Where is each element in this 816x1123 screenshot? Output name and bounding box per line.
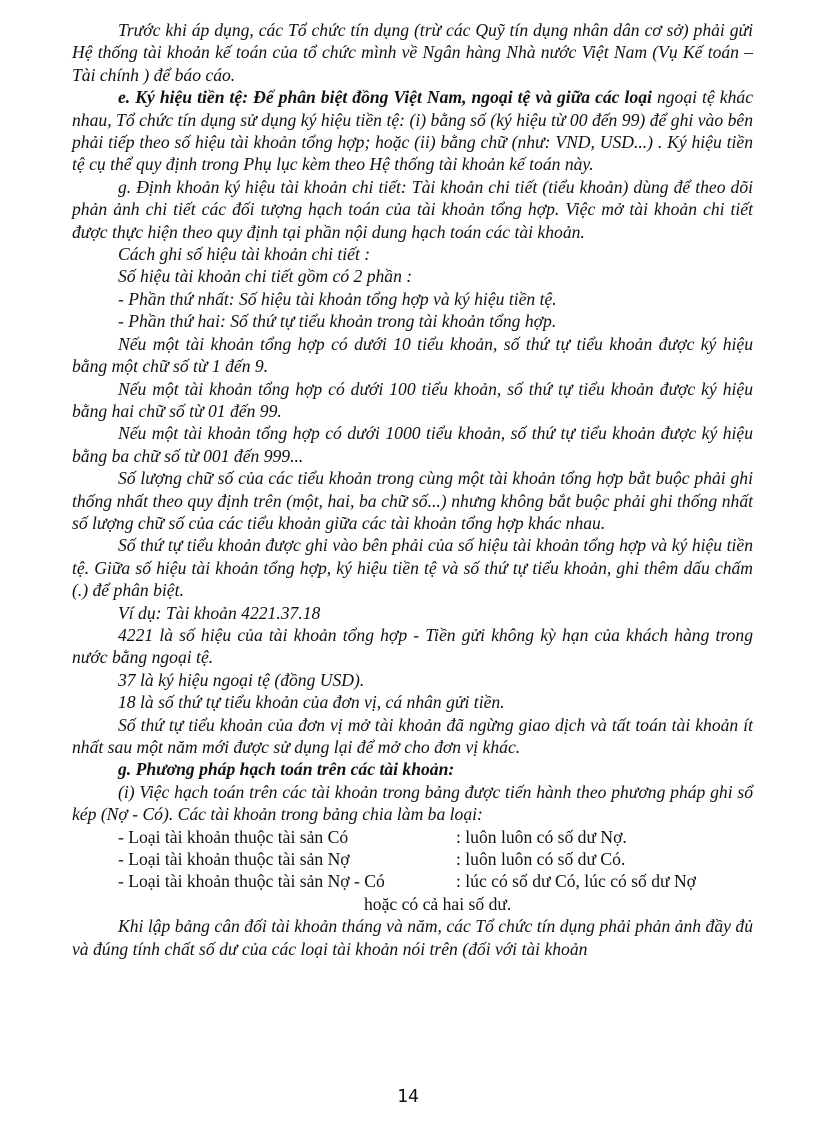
section-e — [72, 86, 753, 176]
example-37: 37 là ký hiệu ngoại tệ (đồng USD). — [118, 669, 365, 690]
account-type-balance: : luôn luôn có số dư Nợ. — [456, 826, 627, 847]
account-type-row — [72, 848, 753, 870]
paragraph-reuse-rule: Số thứ tự tiểu khoản của đơn vị mở tài khoản đã ngừng giao dịch và tất toán tài khoản ít nhất sau một năm mới được sử dụng lại để mở cho đơn vị khác. — [72, 714, 753, 757]
section-g-heading: g. Phương pháp hạch toán trên các tài khoản: — [118, 759, 455, 780]
paragraph-under-100: Nếu một tài khoản tổng hợp có dưới 100 tiểu khoản, số thứ tự tiểu khoản được ký hiệu bằng hai chữ số từ 01 đến 99. — [72, 378, 753, 421]
account-type-label: - Loại tài khoản thuộc tài sản Nợ — [118, 849, 350, 870]
paragraph-sub-account-order: Số thứ tự tiểu khoản được ghi vào bên phải của số hiệu tài khoản tổng hợp và ký hiệu tiền tệ. Giữa số hiệu tài khoản tổng hợp, ký hiệu tiền tệ và số thứ tự tiểu khoản, ghi thêm dấu chấm (.) để phân biệt. — [72, 535, 753, 601]
paragraph-under-10: Nếu một tài khoản tổng hợp có dưới 10 tiểu khoản, số thứ tự tiểu khoản được ký hiệu bằng một chữ số từ 1 đến 9. — [72, 333, 753, 377]
paragraph-under-1000: Nếu một tài khoản tổng hợp có dưới 1000 tiểu khoản, số thứ tự tiểu khoản được ký hiệu bằng ba chữ số từ 001 đến 999... — [72, 423, 753, 466]
example-4221: 4221 là số hiệu của tài khoản tổng hợp - Tiền gửi không kỳ hạn của khách hàng trong nước bằng ngoại tệ. — [72, 624, 753, 668]
paragraph-digit-count: Số lượng chữ số của các tiểu khoản trong cùng một tài khoản tổng hợp bắt buộc phải ghi thống nhất theo quy định trên (một, hai, ba chữ số...) nhưng không bắt buộc phải ghi thống nhất số lượng chữ số của các tiểu khoản giữa các tài khoản tổng hợp khác nhau. — [72, 468, 753, 533]
document-page — [72, 19, 753, 960]
example-18: 18 là số thứ tự tiểu khoản của đơn vị, cá nhân gửi tiền. — [118, 692, 505, 713]
account-type-label: - Loại tài khoản thuộc tài sản Nợ - Có — [118, 871, 385, 892]
section-e-heading: e. Ký hiệu tiền tệ: Để phân biệt đồng Việt Nam, ngoại tệ và giữa các loại — [118, 87, 652, 108]
example-heading: Ví dụ: Tài khoản 4221.37.18 — [118, 602, 321, 623]
account-type-balance: : luôn luôn có số dư Có. — [456, 849, 626, 870]
account-type-row — [72, 870, 753, 892]
list-item-part-one: - Phần thứ nhất: Số hiệu tài khoản tổng hợp và ký hiệu tiền tệ. — [118, 288, 557, 309]
account-type-label: - Loại tài khoản thuộc tài sản Có — [118, 826, 349, 847]
paragraph-two-parts: Số hiệu tài khoản chi tiết gồm có 2 phần : — [118, 266, 413, 287]
list-item-part-two: - Phần thứ hai: Số thứ tự tiểu khoản trong tài khoản tổng hợp. — [118, 311, 557, 332]
account-type-row — [72, 826, 753, 848]
paragraph-report-requirement: Trước khi áp dụng, các Tổ chức tín dụng (trừ các Quỹ tín dụng nhân dân cơ sở) phải gửi Hệ thống tài khoản kế toán của tổ chức mình về Ngân hàng Nhà nước Việt Nam (Vụ Kế toán – Tài chính ) để báo cáo. — [72, 20, 753, 85]
page-number: 14 — [397, 1086, 419, 1107]
account-type-balance: : lúc có số dư Có, lúc có số dư Nợ — [456, 871, 696, 892]
paragraph-balance-sheet: Khi lập bảng cân đối tài khoản tháng và năm, các Tổ chức tín dụng phải phản ảnh đầy đủ và đúng tính chất số dư của các loại tài khoản nói trên (đối với tài khoản — [72, 916, 753, 959]
section-e-body: ngoại tệ khác nhau, Tổ chức tín dụng sử dụng ký hiệu tiền tệ: (i) bằng số (ký hiệu từ 00 đến 99) để ghi vào bên phải tiếp theo số hiệu tài khoản tổng hợp; hoặc (ii) bằng chữ (như: VND, USD...) . Ký hiệu tiền tệ cụ thể quy định trong Phụ lục kèm theo Hệ thống tài khoản kế toán này. — [72, 87, 753, 175]
account-type-continuation: hoặc có cả hai số dư. — [364, 893, 512, 914]
paragraph-how-to-write: Cách ghi số hiệu tài khoản chi tiết : — [118, 244, 371, 265]
paragraph-sub-account-definition: g. Định khoản ký hiệu tài khoản chi tiết: Tài khoản chi tiết (tiểu khoản) dùng để theo dõi phản ảnh chi tiết các đối tượng hạch toán của tài khoản tổng hợp. Việc mở tài khoản chi tiết được thực hiện theo quy định tại phần nội dung hạch toán các tài khoản. — [72, 176, 753, 242]
paragraph-double-entry: (i) Việc hạch toán trên các tài khoản trong bảng được tiến hành theo phương pháp ghi sổ kép (Nợ - Có). Các tài khoản trong bảng chia làm ba loại: — [72, 781, 753, 825]
